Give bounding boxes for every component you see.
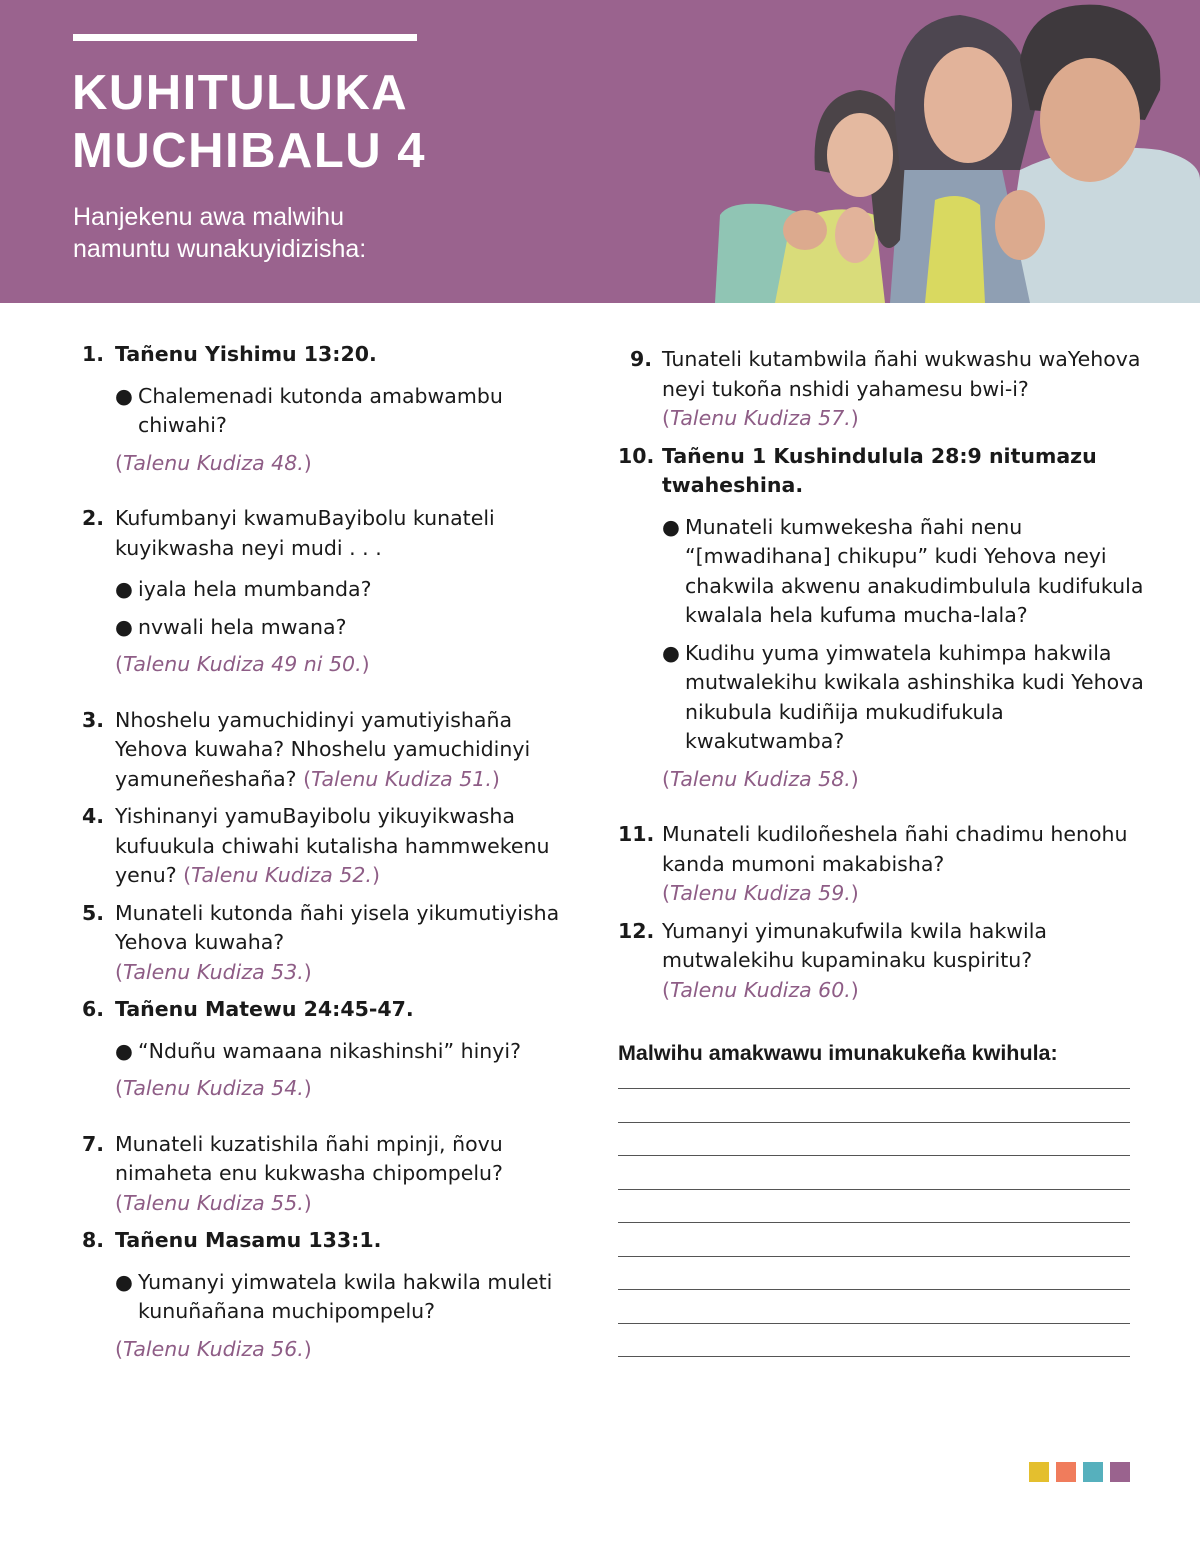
bullet-text: nvwali hela mwana? bbox=[138, 614, 347, 639]
bullet-text: “Nduñu wamaana nikashinshi” hinyi? bbox=[138, 1038, 521, 1063]
color-square bbox=[1056, 1462, 1076, 1482]
bullet-text: Kudihu yuma yimwatela kuhimpa hakwila mutwalekihu kwikala ashinshika kudi Yehova nikubula kudiñija mukudifukula kwakutwamba? bbox=[685, 640, 1144, 753]
header-rule bbox=[73, 34, 417, 41]
color-square bbox=[1083, 1462, 1103, 1482]
bullet-item bbox=[662, 639, 1148, 757]
study-reference[interactable]: (Talenu Kudiza 51.) bbox=[303, 766, 500, 791]
question-number: 4. bbox=[82, 804, 105, 828]
question-number: 10. bbox=[618, 443, 655, 468]
notes-writing-area[interactable] bbox=[618, 1088, 1148, 1357]
question-text: Tunateli kutambwila ñahi wukwashu waYehova neyi tukoña nshidi yahamesu bwi-i? bbox=[662, 347, 1141, 401]
question-number: 7. bbox=[82, 1131, 105, 1156]
question-number: 11. bbox=[618, 822, 655, 846]
question-item bbox=[618, 442, 1148, 795]
reference-text: Talenu Kudiza 58. bbox=[670, 766, 851, 791]
reference-text: Talenu Kudiza 53. bbox=[123, 959, 304, 984]
question-number: 2. bbox=[82, 506, 105, 530]
bullet-item bbox=[662, 513, 1148, 631]
question-item bbox=[618, 820, 1148, 909]
title-line-1: KUHITULUKA bbox=[72, 66, 409, 120]
page-title bbox=[72, 64, 426, 180]
reference-text: Talenu Kudiza 56. bbox=[123, 1336, 304, 1361]
color-square bbox=[1029, 1462, 1049, 1482]
bullet-list bbox=[115, 1037, 582, 1067]
question-text: Nhoshelu yamuchidinyi yamutiyishaña Yehova kuwaha? Nhoshelu yamuchidinyi yamuneñeshaña? bbox=[115, 707, 531, 791]
reference-text: Talenu Kudiza 60. bbox=[670, 977, 851, 1002]
question-item bbox=[82, 1130, 582, 1219]
writing-line[interactable] bbox=[618, 1189, 1130, 1190]
study-reference[interactable]: (Talenu Kudiza 60.) bbox=[662, 977, 859, 1002]
bullet-list bbox=[115, 1268, 582, 1327]
study-reference[interactable]: (Talenu Kudiza 57.) bbox=[662, 406, 859, 430]
color-squares bbox=[1029, 1462, 1130, 1482]
page-subtitle bbox=[73, 201, 366, 265]
question-number: 9. bbox=[630, 347, 653, 371]
question-number: 3. bbox=[82, 707, 105, 732]
subtitle-line-1: Hanjekenu awa malwihu bbox=[73, 203, 344, 231]
question-item bbox=[82, 802, 582, 891]
question-text: Kufumbanyi kwamuBayibolu kunateli kuyikwasha neyi mudi . . . bbox=[115, 506, 495, 560]
question-text: Tañenu Masamu 133:1. bbox=[115, 1228, 382, 1252]
study-reference[interactable]: (Talenu Kudiza 53.) bbox=[115, 959, 312, 984]
question-item bbox=[82, 706, 582, 795]
bullet-item bbox=[115, 1037, 582, 1067]
family-praying-illustration bbox=[700, 0, 1200, 303]
question-text: Munateli kuzatishila ñahi mpinji, ñovu nimaheta enu kukwasha chipompelu? bbox=[115, 1131, 503, 1185]
question-item bbox=[82, 995, 582, 1104]
color-square bbox=[1110, 1462, 1130, 1482]
bullet-text: Yumanyi yimwatela kwila hakwila muleti kunuñañana muchipompelu? bbox=[138, 1269, 553, 1323]
bullet-item bbox=[115, 613, 582, 643]
writing-line[interactable] bbox=[618, 1222, 1130, 1223]
study-reference[interactable]: (Talenu Kudiza 48.) bbox=[115, 450, 312, 475]
question-text: Tañenu 1 Kushindulula 28:9 nitumazu twaheshina. bbox=[662, 443, 1097, 497]
study-reference[interactable]: (Talenu Kudiza 54.) bbox=[115, 1076, 312, 1100]
question-text: Tañenu Yishimu 13:20. bbox=[115, 342, 377, 366]
reference-text: Talenu Kudiza 49 ni 50. bbox=[123, 652, 362, 676]
bullet-text: Chalemenadi kutonda amabwambu chiwahi? bbox=[138, 383, 503, 437]
bullet-icon: ● bbox=[115, 577, 133, 601]
study-reference[interactable]: (Talenu Kudiza 49 ni 50.) bbox=[115, 652, 370, 676]
title-line-2: MUCHIBALU 4 bbox=[72, 124, 427, 178]
writing-line[interactable] bbox=[618, 1122, 1130, 1123]
question-item bbox=[82, 1226, 582, 1364]
header-banner bbox=[0, 0, 1200, 303]
question-number: 1. bbox=[82, 342, 105, 366]
study-reference[interactable]: (Talenu Kudiza 55.) bbox=[115, 1190, 312, 1215]
reference-text: Talenu Kudiza 59. bbox=[670, 881, 851, 905]
reference-text: Talenu Kudiza 55. bbox=[123, 1190, 304, 1215]
question-text: Tañenu Matewu 24:45-47. bbox=[115, 997, 414, 1021]
question-number: 8. bbox=[82, 1228, 105, 1252]
reference-text: Talenu Kudiza 52. bbox=[191, 863, 372, 887]
bullet-item bbox=[115, 382, 582, 441]
bullet-item bbox=[115, 575, 582, 605]
study-reference[interactable]: (Talenu Kudiza 52.) bbox=[183, 863, 380, 887]
study-reference[interactable]: (Talenu Kudiza 56.) bbox=[115, 1336, 312, 1361]
bullet-item bbox=[115, 1268, 582, 1327]
right-column bbox=[618, 345, 1148, 1390]
writing-line[interactable] bbox=[618, 1323, 1130, 1324]
left-column bbox=[82, 340, 582, 1364]
bullet-icon: ● bbox=[662, 640, 680, 665]
bullet-text: iyala hela mumbanda? bbox=[138, 577, 372, 601]
bullet-icon: ● bbox=[115, 1269, 133, 1294]
bullet-list bbox=[115, 382, 582, 441]
bullet-text: Munateli kumwekesha ñahi nenu “[mwadihana] chikupu” kudi Yehova neyi chakwila akwenu anakudimbulula kudifukula kwalala hela kufuma mucha-lala? bbox=[685, 514, 1144, 627]
reference-text: Talenu Kudiza 57. bbox=[670, 406, 851, 430]
question-text: Yumanyi yimunakufwila kwila hakwila mutwalekihu kupaminaku kuspiritu? bbox=[662, 918, 1047, 972]
writing-line[interactable] bbox=[618, 1155, 1130, 1156]
bullet-icon: ● bbox=[115, 614, 133, 639]
writing-line[interactable] bbox=[618, 1088, 1130, 1089]
study-reference[interactable]: (Talenu Kudiza 59.) bbox=[662, 881, 859, 905]
writing-line[interactable] bbox=[618, 1256, 1130, 1257]
bullet-icon: ● bbox=[115, 1038, 133, 1063]
question-number: 12. bbox=[618, 918, 655, 943]
question-item bbox=[82, 340, 582, 478]
question-number: 5. bbox=[82, 900, 105, 925]
subtitle-line-2: namuntu wunakuyidizisha: bbox=[73, 235, 367, 263]
question-item bbox=[618, 345, 1148, 434]
bullet-list bbox=[662, 513, 1148, 757]
writing-line[interactable] bbox=[618, 1289, 1130, 1290]
question-text: Munateli kutonda ñahi yisela yikumutiyisha Yehova kuwaha? bbox=[115, 900, 560, 954]
reference-text: Talenu Kudiza 54. bbox=[123, 1076, 304, 1100]
question-number: 6. bbox=[82, 997, 105, 1021]
bullet-icon: ● bbox=[115, 383, 133, 408]
question-text: Munateli kudiloñeshela ñahi chadimu henohu kanda mumoni makabisha? bbox=[662, 822, 1128, 876]
question-text: Yishinanyi yamuBayibolu yikuyikwasha kufuukula chiwahi kutalisha hammwekenu yenu? bbox=[115, 804, 550, 887]
question-item bbox=[618, 917, 1148, 1006]
reference-text: Talenu Kudiza 48. bbox=[123, 450, 304, 475]
reference-text: Talenu Kudiza 51. bbox=[311, 766, 492, 791]
writing-line[interactable] bbox=[618, 1356, 1130, 1357]
question-item bbox=[82, 504, 582, 680]
study-reference[interactable]: (Talenu Kudiza 58.) bbox=[662, 766, 859, 791]
notes-heading: Malwihu amakwawu imunakukeña kwihula: bbox=[618, 1041, 1058, 1065]
bullet-list bbox=[115, 575, 582, 642]
bullet-icon: ● bbox=[662, 514, 680, 539]
question-item bbox=[82, 899, 582, 988]
